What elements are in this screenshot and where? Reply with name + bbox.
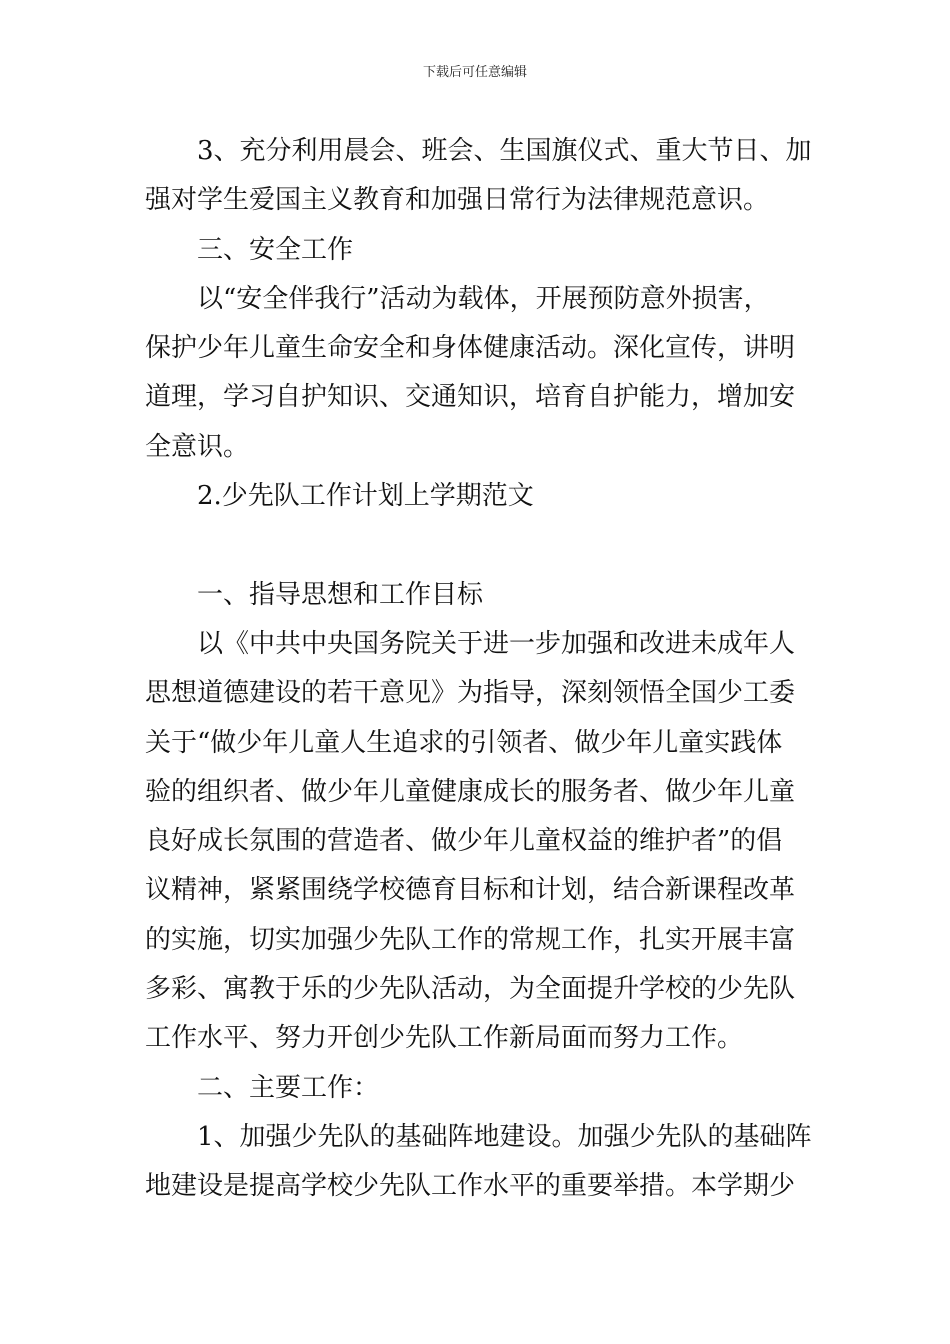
paragraph-line: 保护少年儿童生命安全和身体健康活动。深化宣传，讲明 bbox=[145, 333, 796, 364]
paragraph-line: 思想道德建设的若干意见》为指导，深刻领悟全国少工委 bbox=[145, 678, 796, 709]
paragraph-line: 多彩、寓教于乐的少先队活动，为全面提升学校的少先队 bbox=[145, 974, 796, 1005]
paragraph-line: 地建设是提高学校少先队工作水平的重要举措。本学期少 bbox=[145, 1171, 796, 1202]
paragraph-line: 3、充分利用晨会、班会、生国旗仪式、重大节日、加 bbox=[197, 136, 812, 166]
section-heading: 一、指导思想和工作目标 bbox=[197, 579, 484, 610]
paragraph-line: 以《中共中央国务院关于进一步加强和改进未成年人 bbox=[197, 628, 796, 659]
page-header-note: 下载后可任意编辑 bbox=[422, 65, 527, 80]
section-heading: 二、主要工作： bbox=[197, 1072, 380, 1103]
paragraph-line: 1、加强少先队的基础阵地建设。加强少先队的基础阵 bbox=[197, 1121, 812, 1152]
document-body bbox=[145, 127, 812, 1212]
paragraph-line: 以“安全伴我行”活动为载体，开展预防意外损害， bbox=[197, 283, 770, 314]
paragraph-line: 全意识。 bbox=[145, 431, 250, 462]
paragraph-line: 良好成长氛围的营造者、做少年儿童权益的维护者”的倡 bbox=[145, 826, 783, 857]
paragraph-line: 的实施，切实加强少先队工作的常规工作，扎实开展丰富 bbox=[145, 924, 796, 955]
paragraph-line: 强对学生爱国主义教育和加强日常行为法律规范意识。 bbox=[145, 185, 770, 216]
section-heading: 三、安全工作 bbox=[197, 234, 354, 265]
paragraph-line: 工作水平、努力开创少先队工作新局面而努力工作。 bbox=[145, 1023, 744, 1054]
paragraph-line: 议精神，紧紧围绕学校德育目标和计划，结合新课程改革 bbox=[145, 875, 796, 906]
document-title: 2.少先队工作计划上学期范文 bbox=[197, 481, 534, 512]
paragraph-line: 验的组织者、做少年儿童健康成长的服务者、做少年儿童 bbox=[145, 776, 796, 807]
paragraph-line: 关于“做少年儿童人生追求的引领者、做少年儿童实践体 bbox=[145, 727, 783, 758]
blank-line bbox=[145, 521, 807, 570]
paragraph-line: 道理，学习自护知识、交通知识，培育自护能力，增加安 bbox=[145, 382, 796, 413]
